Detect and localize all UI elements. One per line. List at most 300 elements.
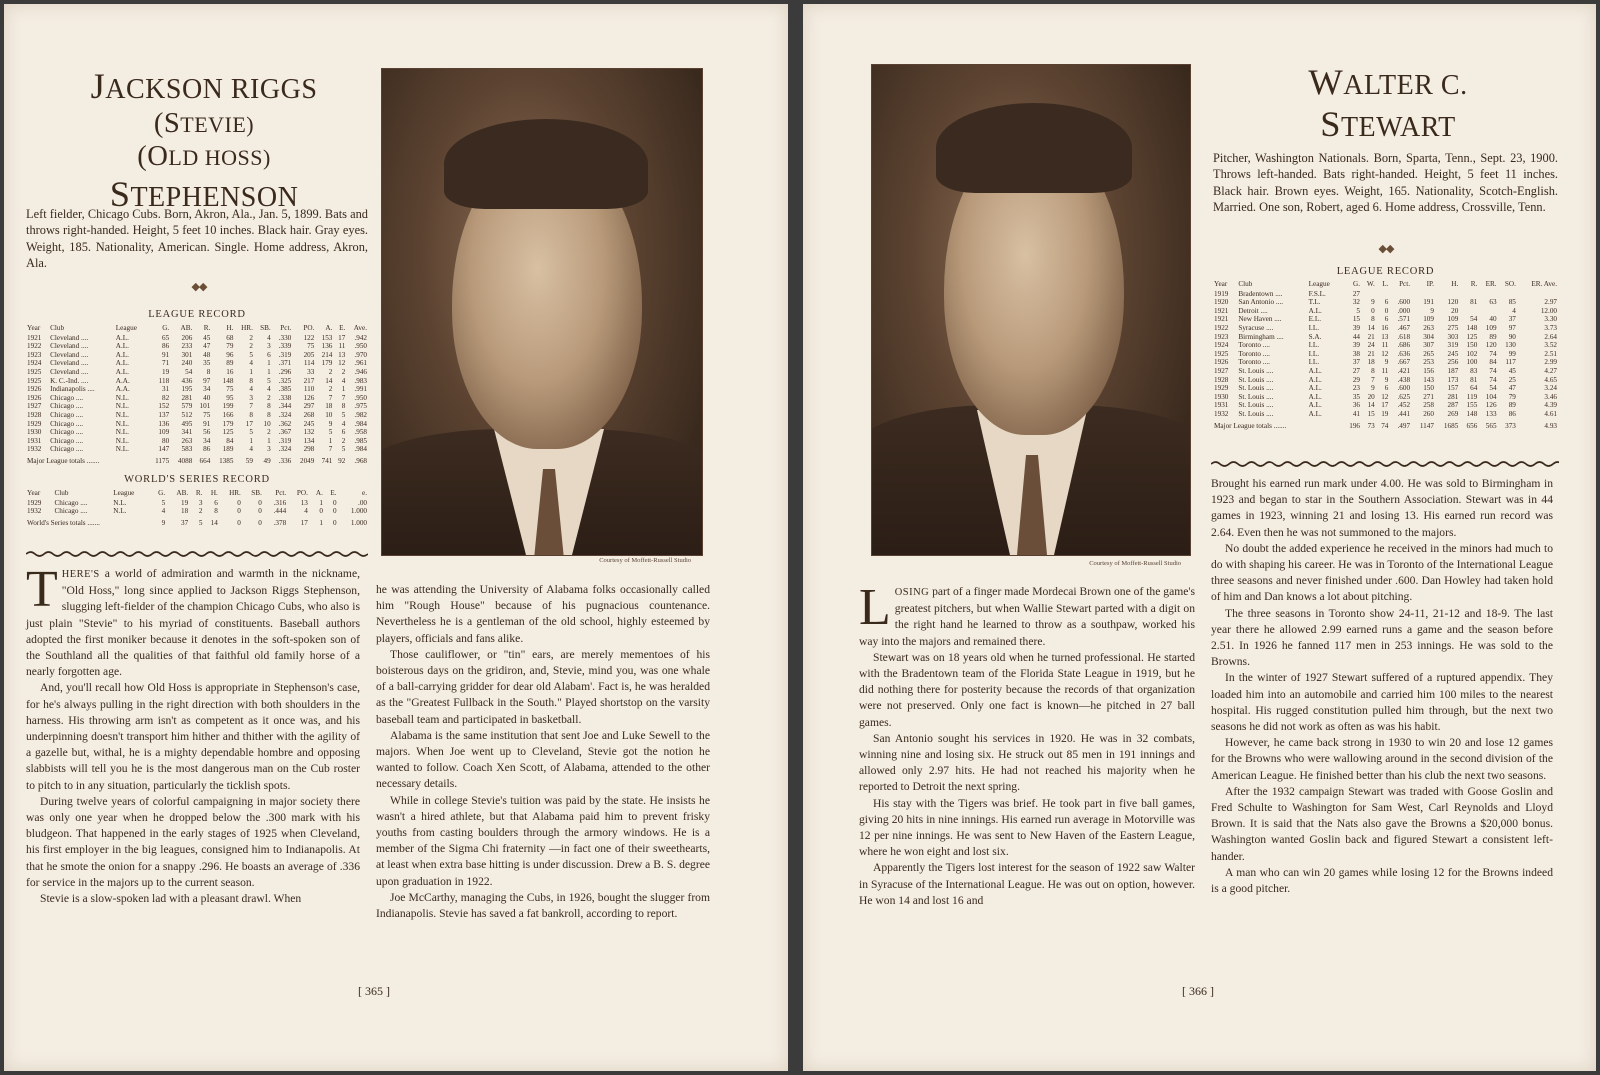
right-title-line-1: WALTER C. — [1308, 62, 1468, 102]
left-league-cell: 8 — [249, 410, 253, 419]
left-league-cell: 245 — [303, 419, 315, 428]
left-league-cell: 240 — [181, 359, 193, 368]
right-league-cell: 260 — [1423, 409, 1434, 418]
right-league-cell: 84 — [1489, 358, 1497, 367]
right-league-cell: 9 — [1371, 298, 1375, 307]
right-league-cell: .686 — [1397, 341, 1411, 350]
right-league-cell: 90 — [1508, 332, 1516, 341]
right-wave-divider — [1211, 460, 1559, 468]
right-league-cell: .452 — [1397, 401, 1411, 410]
right-league-cell: 155 — [1466, 401, 1478, 410]
left-league-cell: 101 — [199, 402, 211, 411]
left-league-cell: 297 — [303, 402, 315, 411]
left-league-total-cell: 1175 — [155, 456, 170, 465]
left-league-cell: 9 — [328, 419, 333, 428]
left-league-cell: 16 — [226, 367, 234, 376]
left-league-cell: 4 — [249, 385, 253, 394]
right-league-header-cell: R. — [1470, 280, 1478, 288]
left-league-cell: 147 — [158, 445, 170, 454]
right-league-cell: 1929 — [1214, 384, 1229, 393]
left-ws-total-cell: 17 — [300, 518, 308, 527]
left-league-cell: 8 — [341, 402, 346, 411]
right-league-cell: 275 — [1447, 323, 1459, 332]
right-league-cell: 97 — [1508, 323, 1516, 332]
left-league-cell: 6 — [267, 350, 271, 359]
right-league-cell: 12 — [1381, 349, 1389, 358]
left-ws-cell: 0 — [237, 507, 241, 516]
left-league-cell: 2 — [267, 428, 271, 437]
left-league-cell: 1923 — [27, 350, 42, 359]
left-league-header-cell: HR. — [241, 324, 253, 332]
left-league-cell: .338 — [278, 393, 292, 402]
left-league-header-cell: Club — [50, 324, 65, 332]
right-league-cell: 304 — [1423, 332, 1434, 341]
right-league-cell: 13 — [1381, 332, 1389, 341]
left-portrait-photo — [381, 68, 703, 556]
left-league-cell: 5 — [249, 350, 253, 359]
left-league-cell: 80 — [162, 436, 170, 445]
left-league-cell: 2 — [249, 333, 253, 342]
left-league-header-cell: R. — [203, 324, 211, 332]
right-league-cell: 63 — [1489, 298, 1497, 307]
left-league-cell: N.L. — [115, 436, 129, 445]
right-league-cell: 100 — [1466, 358, 1478, 367]
left-league-cell: .946 — [354, 367, 367, 376]
left-league-cell: 206 — [181, 333, 193, 342]
right-league-cell — [1361, 290, 1376, 299]
right-col2-p6: After the 1932 campaign Stewart was traded with Goose Goslin and Fred Schulte to Washington for Sam West, Carl Reynolds and Lloyd Brown. It is said that the Nats also gave the Browns a $20,000 bonus. Washington wanted Goslin back and figured Stewart a consistent left-hander. — [1211, 784, 1553, 863]
left-league-cell: .942 — [354, 333, 367, 342]
right-league-cell: 47 — [1508, 384, 1516, 393]
left-ws-cell: .444 — [273, 507, 287, 516]
right-title — [1213, 62, 1563, 146]
left-league-cell: 1 — [328, 436, 333, 445]
right-league-cell: .600 — [1397, 384, 1411, 393]
left-league-cell: A.L. — [115, 333, 129, 342]
left-league-cell: 495 — [181, 419, 193, 428]
right-league-cell: 6 — [1384, 298, 1389, 307]
right-league-cell: 307 — [1423, 341, 1434, 350]
right-league-row — [1213, 315, 1558, 324]
left-league-total-cell: 2049 — [299, 456, 315, 465]
left-ws-cell: 13 — [300, 498, 308, 507]
left-league-header-cell: PO. — [303, 324, 315, 332]
left-league-header-cell: Ave. — [353, 324, 367, 332]
right-league-cell: 1922 — [1214, 323, 1229, 332]
right-league-cell: 74 — [1489, 375, 1497, 384]
right-league-cell: Toronto .... — [1238, 341, 1270, 350]
right-league-cell — [1517, 290, 1558, 299]
right-league-cell: 119 — [1466, 392, 1478, 401]
right-league-cell: 143 — [1423, 375, 1434, 384]
left-dropcap: T — [26, 561, 58, 618]
right-league-cell: 9 — [1371, 384, 1375, 393]
left-league-cell: 12 — [338, 359, 346, 368]
right-league-cell: 15 — [1367, 409, 1375, 418]
right-league-cell: .000 — [1397, 306, 1411, 315]
left-league-cell: 1925 — [27, 376, 42, 385]
right-league-cell: 256 — [1447, 358, 1459, 367]
right-league-cell: 2.97 — [1544, 298, 1557, 307]
left-league-cell: 152 — [158, 402, 170, 411]
right-ornament: ◆◆ — [1378, 243, 1394, 255]
left-league-cell: A.L. — [115, 350, 129, 359]
left-league-cell: 153 — [321, 333, 333, 342]
right-league-row — [1213, 410, 1558, 419]
right-league-cell: St. Louis .... — [1238, 409, 1274, 418]
left-league-cell: 2 — [341, 367, 346, 376]
right-league-cell: St. Louis .... — [1238, 375, 1274, 384]
right-league-cell: 17 — [1381, 401, 1389, 410]
right-league-cell: 40 — [1489, 315, 1497, 324]
right-league-table — [1213, 280, 1558, 430]
right-league-cell: 104 — [1485, 392, 1497, 401]
left-league-header-cell: H. — [226, 324, 234, 332]
left-league-total-cell: 92 — [338, 456, 346, 465]
left-col2-p3: Alabama is the same institution that sent Joe and Luke Sewell to the majors. When Joe went up to Cleveland, Stevie got the notion he wanted to follow. Coach Xen Scott, of Alabama, attended to the other necessary details. — [376, 728, 710, 791]
left-ws-cell: 0 — [332, 498, 337, 507]
left-league-cell: 233 — [181, 342, 193, 351]
right-league-cell: Bradentown .... — [1238, 289, 1283, 298]
left-league-row — [26, 359, 368, 368]
left-league-cell: 14 — [325, 376, 333, 385]
left-ornament: ◆◆ — [191, 281, 207, 293]
left-league-cell: 2 — [341, 436, 346, 445]
left-league-cell: 436 — [181, 376, 193, 385]
right-league-cell: A.L. — [1308, 306, 1322, 315]
left-league-cell: N.L. — [115, 445, 129, 454]
left-league-cell: 13 — [338, 350, 346, 359]
left-league-cell: 1931 — [27, 436, 42, 445]
left-league-cell: 1 — [267, 359, 271, 368]
left-league-cell: .330 — [278, 333, 292, 342]
right-league-cell: 2.64 — [1544, 332, 1557, 341]
left-league-cell: 199 — [222, 402, 234, 411]
left-league-cell: .984 — [354, 445, 367, 454]
left-page-number: [ 365 ] — [358, 984, 390, 998]
left-league-cell: 136 — [158, 419, 170, 428]
right-league-cell: 81 — [1470, 375, 1478, 384]
left-league-cell: 75 — [203, 410, 211, 419]
left-league-cell: 4 — [267, 385, 271, 394]
right-photo-credit: Courtesy of Moffett-Russell Studio — [1089, 560, 1181, 567]
right-league-total-cell: 656 — [1466, 421, 1478, 430]
right-league-cell: 8 — [1371, 366, 1375, 375]
left-league-row — [26, 445, 368, 454]
left-league-cell: 3 — [267, 445, 271, 454]
left-article-col-2 — [376, 582, 710, 922]
left-league-cell: 40 — [203, 393, 211, 402]
left-league-cell: Indianapolis .... — [50, 385, 95, 394]
right-article-col-2 — [1211, 476, 1553, 897]
left-league-cell: 86 — [162, 342, 170, 351]
right-league-cell: 41 — [1352, 409, 1361, 418]
right-league-cell: 45 — [1508, 366, 1516, 375]
left-league-cell: 45 — [203, 333, 211, 342]
right-league-cell: 1924 — [1214, 341, 1229, 350]
left-league-cell: 5 — [341, 445, 346, 454]
left-ws-total-cell: .378 — [273, 518, 287, 527]
left-ws-total-cell: 0 — [332, 518, 337, 527]
left-league-title: LEAGUE RECORD — [148, 309, 246, 320]
left-ws-cell: 4 — [304, 507, 308, 516]
left-league-row — [26, 351, 368, 360]
left-league-cell: 5 — [341, 410, 346, 419]
left-league-cell: 134 — [303, 436, 315, 445]
left-league-total-cell: .336 — [278, 456, 292, 465]
right-league-cell: 2.99 — [1544, 358, 1557, 367]
right-league-cell: 36 — [1352, 401, 1361, 410]
right-league-cell: 271 — [1423, 392, 1434, 401]
right-league-cell: I.L. — [1308, 323, 1320, 332]
right-league-header-cell: Year — [1214, 280, 1228, 288]
left-ws-header-cell: AB. — [176, 489, 189, 497]
left-col2-p2: Those cauliflower, or "tin" ears, are merely mementoes of his boisterous days on the gridiron, and, Stevie, mind you, was one whale of a ball-carrying gridder for dear old Alabam'. Fact is, he was heralded as the "Greatest Fullback in the South." Played shortstop on the varsity baseball team and participated in basketball. — [376, 647, 710, 726]
left-league-cell: 4 — [341, 376, 346, 385]
left-league-cell: 341 — [181, 428, 193, 437]
right-league-cell: 187 — [1447, 366, 1459, 375]
left-league-cell: .385 — [278, 385, 292, 394]
left-league-cell: Cleveland .... — [50, 359, 89, 368]
right-league-cell: 150 — [1466, 341, 1478, 350]
right-league-cell — [1459, 290, 1478, 299]
left-ws-title: WORLD'S SERIES RECORD — [124, 474, 270, 485]
left-league-cell: 5 — [267, 376, 271, 385]
right-league-row — [1213, 350, 1558, 359]
right-league-cell: 1931 — [1214, 401, 1229, 410]
left-league-cell: 65 — [162, 333, 170, 342]
right-league-cell: 3.52 — [1544, 341, 1557, 350]
left-league-cell: 179 — [222, 419, 234, 428]
right-page — [803, 4, 1596, 1071]
right-league-cell: 16 — [1381, 323, 1389, 332]
left-league-cell: Chicago .... — [50, 410, 84, 419]
left-league-cell: Cleveland .... — [50, 333, 89, 342]
left-ws-header-cell: League — [113, 489, 135, 497]
left-league-cell: 4 — [341, 419, 346, 428]
left-title-line-1: JACKSON RIGGS — [90, 66, 318, 106]
right-league-total-cell: 196 — [1349, 421, 1361, 430]
right-league-cell: St. Louis .... — [1238, 401, 1274, 410]
right-league-cell: 1932 — [1214, 409, 1229, 418]
right-league-cell: .421 — [1397, 366, 1411, 375]
left-league-row — [26, 437, 368, 446]
right-league-cell: .571 — [1397, 315, 1411, 324]
right-league-cell: 74 — [1489, 349, 1497, 358]
left-league-cell: 84 — [226, 436, 234, 445]
right-league-cell: 148 — [1466, 323, 1478, 332]
right-league-cell: 21 — [1367, 332, 1375, 341]
left-league-cell: .319 — [278, 350, 292, 359]
left-league-cell: .983 — [354, 376, 367, 385]
left-ws-total-cell: 0 — [237, 518, 241, 527]
right-portrait-photo — [871, 64, 1191, 556]
right-league-header-cell: ER. — [1485, 280, 1497, 288]
left-league-header-cell: E. — [339, 324, 346, 332]
right-league-row — [1213, 307, 1558, 316]
left-ws-total-cell: 5 — [198, 518, 203, 527]
right-league-cell: I.L. — [1308, 358, 1320, 367]
left-league-cell: 189 — [222, 445, 234, 454]
right-league-cell: 19 — [1381, 409, 1389, 418]
left-league-cell: 7 — [249, 402, 253, 411]
right-league-cell: 1927 — [1214, 366, 1229, 375]
left-league-cell: 4 — [249, 445, 253, 454]
left-league-cell: .984 — [354, 419, 367, 428]
left-col1-p1: a world of admiration and warmth in the nickname, "Old Hoss," long since applied to Jackson Riggs Stephenson, slugging left-fielder of the champion Chicago Cubs, who also is just plain "Stevie" to his myriad of constituents. Baseball authors adopted the first moniker because it denotes in the soft-spoken son of the Southland all the qualities of that faithful old family horse of a nearly forgotten age. — [26, 567, 360, 679]
left-league-cell: 268 — [303, 410, 315, 419]
right-league-cell: 4.65 — [1544, 375, 1557, 384]
left-ws-header-cell: A. — [315, 489, 323, 497]
right-league-cell: 79 — [1508, 392, 1516, 401]
right-league-cell: 29 — [1352, 375, 1361, 384]
left-league-cell: .371 — [278, 359, 292, 368]
left-league-cell: .296 — [278, 367, 292, 376]
left-league-cell: N.L. — [115, 393, 129, 402]
right-league-cell: 23 — [1352, 384, 1361, 393]
left-ws-total-label: World's Series totals ....... — [27, 518, 100, 527]
right-league-cell: 21 — [1367, 349, 1375, 358]
left-league-cell: 75 — [226, 385, 234, 394]
right-league-cell — [1459, 307, 1478, 316]
left-league-cell: 54 — [185, 367, 193, 376]
right-league-cell: 11 — [1381, 341, 1389, 350]
right-league-cell: 253 — [1423, 358, 1434, 367]
left-ws-cell: Chicago .... — [54, 507, 88, 516]
right-league-row — [1213, 298, 1558, 307]
right-league-cell: 3.24 — [1544, 384, 1557, 393]
left-league-cell: 7 — [328, 393, 333, 402]
left-ws-cell: 6 — [214, 498, 218, 507]
left-league-cell: 205 — [303, 350, 315, 359]
left-league-cell: 109 — [158, 428, 170, 437]
left-league-row — [26, 394, 368, 403]
left-col2-p1: he was attending the University of Alabama folks occasionally called him "Rough House" because of his pugnacious countenance. Nevertheless he is a gentleman of the old school, highly esteemed by players, officials and fans alike. — [376, 583, 710, 645]
right-league-cell: 20 — [1367, 392, 1375, 401]
right-league-cell: 125 — [1466, 332, 1478, 341]
left-league-cell: 71 — [162, 359, 170, 368]
left-league-header-cell: Year — [27, 324, 41, 332]
left-ws-cell: .00 — [358, 498, 367, 507]
right-league-total-cell: 73 — [1367, 421, 1375, 430]
left-ws-total-cell: 14 — [210, 518, 218, 527]
left-league-cell: 3 — [267, 342, 271, 351]
left-league-cell: .961 — [354, 359, 367, 368]
right-league-cell: 265 — [1423, 349, 1434, 358]
left-ws-cell: 2 — [198, 507, 203, 516]
left-league-cell: A.A. — [115, 376, 130, 385]
left-league-cell: 97 — [203, 376, 211, 385]
right-league-total-cell: 1685 — [1443, 421, 1459, 430]
left-league-cell: 56 — [203, 428, 211, 437]
right-hair — [936, 103, 1132, 193]
left-league-total-cell: 741 — [321, 456, 333, 465]
left-league-cell: 179 — [321, 359, 333, 368]
left-league-header-cell: League — [115, 324, 137, 332]
left-ws-total-cell: 37 — [180, 518, 189, 527]
left-league-cell: .975 — [354, 402, 367, 411]
right-league-total-cell: 1147 — [1419, 421, 1434, 430]
left-col1-p3: During twelve years of colorful campaigning in major society there was only one year when he dropped below the .300 mark with his bludgeon. That happened in the early stages of 1925 when Cleveland, his first employer in the big leagues, consigned him to Indianapolis. At that he smote the onion for a snappy .296. He boasts an average of .336 for service in the majors up to the current season. — [26, 794, 360, 889]
left-league-cell: 1930 — [27, 428, 42, 437]
left-league-cell: 89 — [226, 359, 234, 368]
left-league-cell: .958 — [354, 428, 367, 437]
left-title — [44, 66, 364, 215]
right-league-cell: .467 — [1397, 323, 1411, 332]
right-league-cell: 130 — [1505, 341, 1516, 350]
right-league-cell: 39 — [1352, 341, 1361, 350]
left-league-total-cell: 664 — [199, 456, 211, 465]
right-league-cell: 27 — [1352, 366, 1361, 375]
right-league-header-cell: IP. — [1426, 280, 1434, 288]
left-ws-cell: 5 — [161, 498, 166, 507]
left-ws-cell: 18 — [180, 507, 189, 516]
left-league-cell: 6 — [341, 428, 346, 437]
left-ws-total-cell: 1 — [319, 518, 323, 527]
left-league-cell: 125 — [222, 428, 234, 437]
right-league-cell — [1478, 307, 1497, 316]
left-league-cell: Cleveland .... — [50, 367, 89, 376]
right-league-cell: A.L. — [1308, 366, 1322, 375]
right-league-cell: 1926 — [1214, 358, 1229, 367]
right-league-cell: Detroit .... — [1238, 306, 1268, 315]
right-league-cell — [1411, 290, 1435, 299]
right-col2-p1: Brought his earned run mark under 4.00. He was sold to Birmingham in 1923 and began to star in the Southern Association. Stewart was in 44 games in 1923, winning 21 and losing 13. His earned run record was 2.64. Even then he was not summoned to the majors. — [1211, 477, 1553, 539]
right-league-cell: 85 — [1508, 298, 1516, 307]
left-league-cell: .950 — [354, 342, 367, 351]
left-league-total-cell: 49 — [263, 456, 271, 465]
right-league-cell: 2.51 — [1544, 349, 1557, 358]
left-ws-cell: .316 — [273, 498, 287, 507]
right-league-row — [1213, 333, 1558, 342]
left-league-cell: .985 — [354, 436, 367, 445]
left-photo-credit: Courtesy of Moffett-Russell Studio — [599, 557, 691, 564]
right-league-cell: New Haven .... — [1238, 315, 1282, 324]
left-league-cell: Chicago .... — [50, 419, 84, 428]
right-league-cell: 54 — [1470, 315, 1478, 324]
right-league-cell — [1435, 290, 1459, 299]
right-league-cell: 14 — [1367, 323, 1375, 332]
left-league-cell: 75 — [307, 342, 315, 351]
left-ws-total-row — [26, 516, 368, 528]
left-ws-header-cell: H. — [210, 489, 218, 497]
right-league-cell: Toronto .... — [1238, 349, 1270, 358]
left-league-cell: 1927 — [27, 402, 42, 411]
left-league-cell: 8 — [206, 367, 211, 376]
left-league-cell: 1926 — [27, 385, 42, 394]
left-league-cell: 136 — [321, 342, 333, 351]
left-league-total-label: Major League totals ....... — [27, 456, 100, 465]
left-league-cell: 48 — [203, 350, 211, 359]
left-league-row — [26, 420, 368, 429]
left-league-cell: .362 — [278, 419, 292, 428]
left-league-cell: 35 — [203, 359, 211, 368]
left-league-cell: 7 — [328, 445, 333, 454]
right-league-cell: .618 — [1397, 332, 1411, 341]
left-league-cell: Chicago .... — [50, 436, 84, 445]
right-league-cell: 14 — [1367, 401, 1375, 410]
left-league-cell: N.L. — [115, 410, 129, 419]
right-league-cell — [1498, 290, 1517, 299]
right-league-total-cell: 74 — [1381, 421, 1389, 430]
right-league-cell: 3.30 — [1544, 315, 1557, 324]
right-col1-p5: Apparently the Tigers lost interest for the season of 1922 saw Walter in Syracuse of the International League. He was out on option, however. He won 14 and lost 16 and — [859, 861, 1195, 907]
right-league-cell: 37 — [1352, 358, 1361, 367]
right-league-row — [1213, 367, 1558, 376]
left-league-cell: 166 — [222, 410, 234, 419]
left-league-cell: 91 — [203, 419, 211, 428]
right-league-cell: 3.73 — [1544, 323, 1557, 332]
